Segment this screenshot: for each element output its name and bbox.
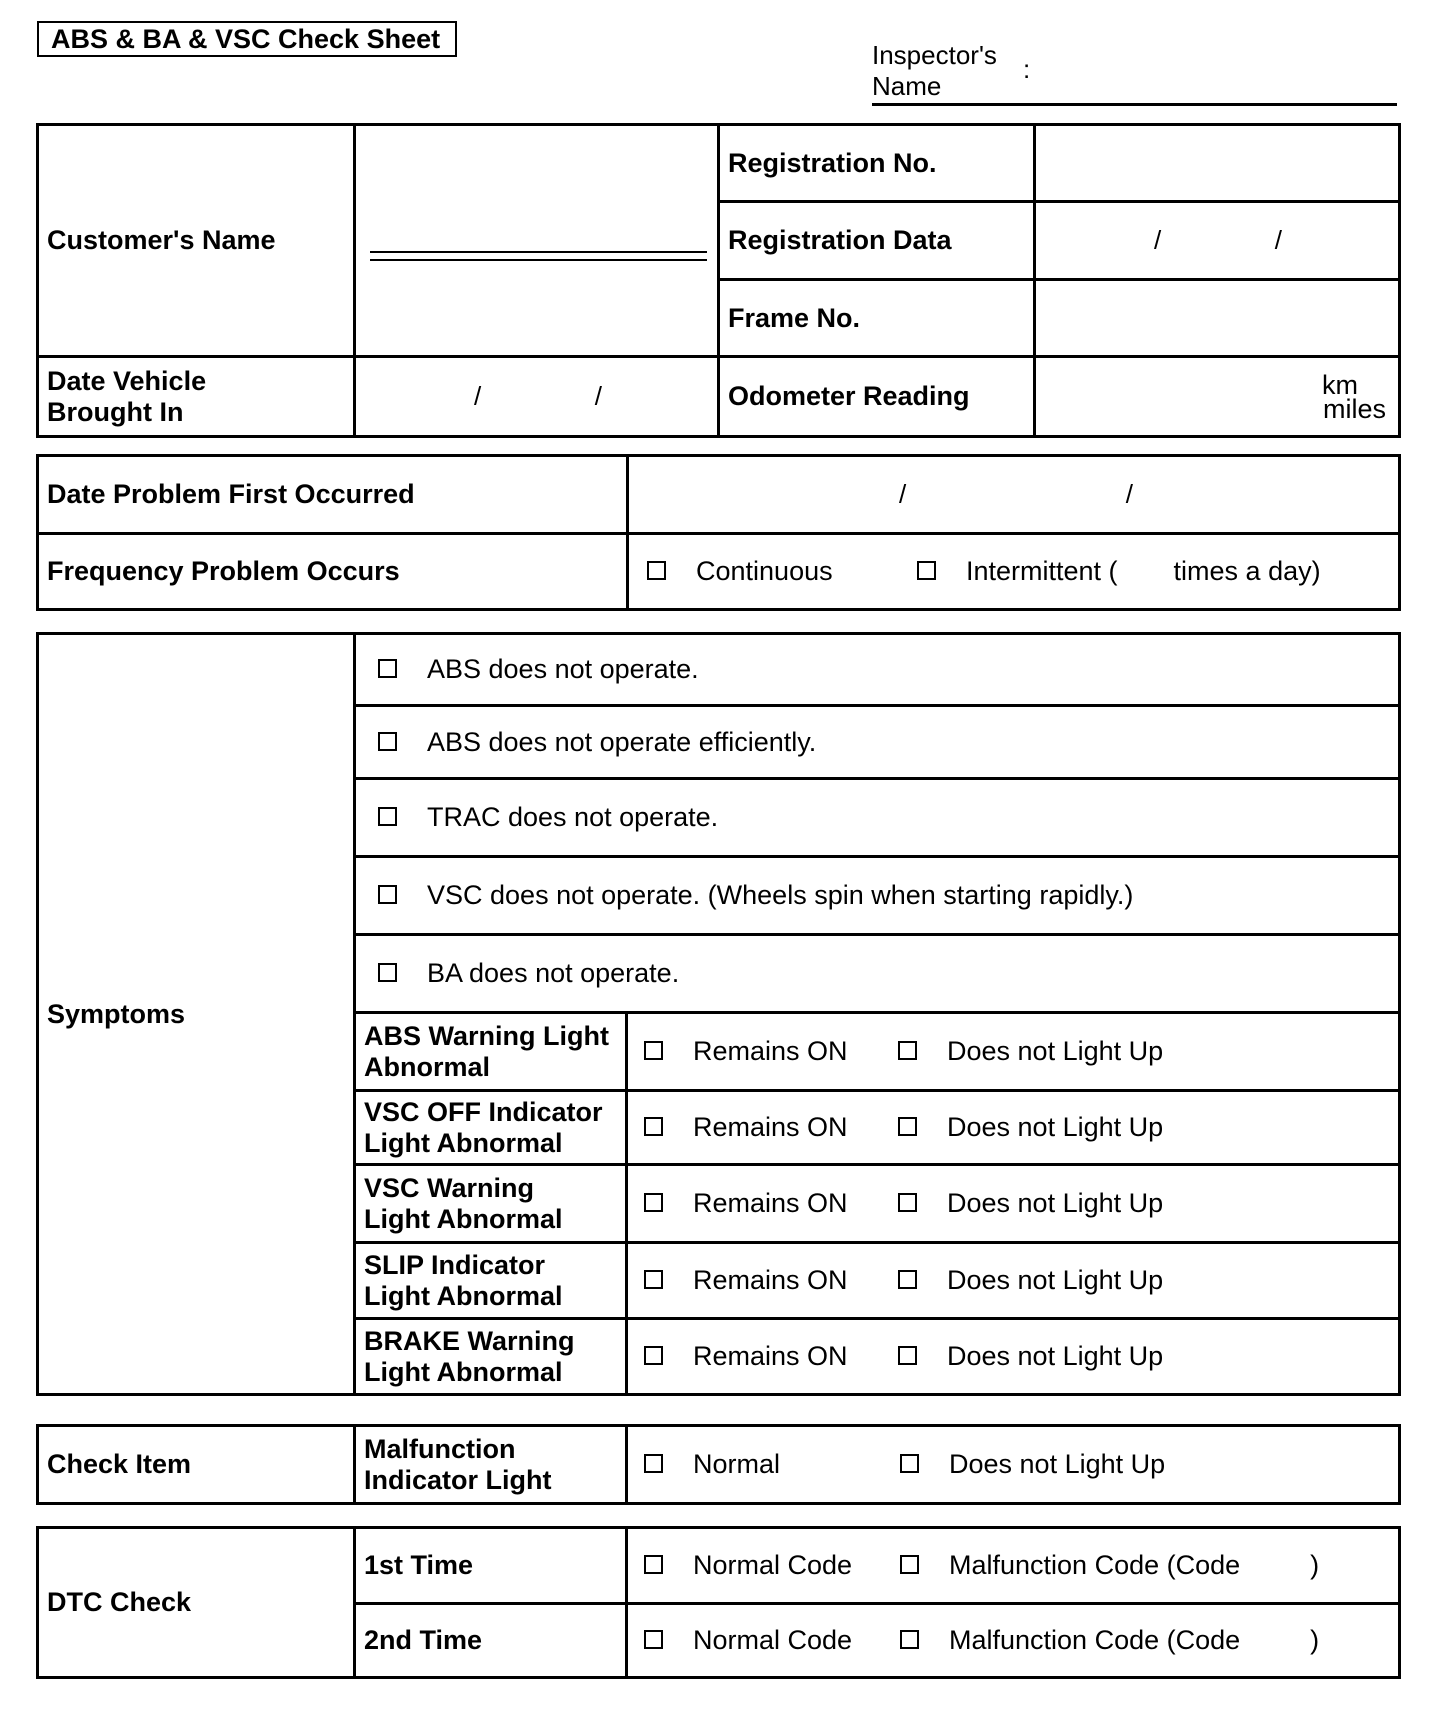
- light-label-line2: Light Abnormal: [364, 1356, 563, 1387]
- checkbox-icon[interactable]: [898, 1346, 917, 1365]
- frequency-label: Frequency Problem Occurs: [38, 534, 628, 610]
- checkbox-icon[interactable]: [900, 1630, 919, 1649]
- close-paren: ): [1310, 1550, 1320, 1580]
- intermittent-label: Intermittent (: [966, 556, 1118, 586]
- remains-on-label: Remains ON: [693, 1341, 848, 1371]
- checkbox-icon[interactable]: [917, 561, 936, 580]
- light-label: [355, 1165, 627, 1243]
- date-slash: /: [1274, 225, 1282, 255]
- frequency-options: [628, 534, 1400, 610]
- problem-table: [36, 454, 1401, 611]
- odometer-label: Odometer Reading: [719, 357, 1035, 437]
- checkbox-icon[interactable]: [898, 1041, 917, 1060]
- inspector-name-field[interactable]: [872, 103, 1397, 106]
- light-label-line1: VSC Warning: [364, 1172, 535, 1203]
- checkbox-icon[interactable]: [644, 1270, 663, 1289]
- checkbox-icon[interactable]: [898, 1193, 917, 1212]
- close-paren: ): [1310, 1625, 1320, 1655]
- normal-label: Normal: [693, 1449, 781, 1479]
- remains-on-label: Remains ON: [693, 1112, 848, 1142]
- checkbox-icon[interactable]: [898, 1117, 917, 1136]
- dtc-first-time-label: 1st Time: [355, 1528, 627, 1604]
- date-brought-in-line1: Date Vehicle: [47, 365, 207, 396]
- check-item-table: [36, 1424, 1401, 1505]
- checkbox-icon[interactable]: [644, 1117, 663, 1136]
- mil-label: [355, 1426, 627, 1504]
- mil-label-line2: Indicator Light: [364, 1464, 552, 1495]
- remains-on-option[interactable]: [644, 1188, 898, 1219]
- does-not-light-up-option[interactable]: [898, 1265, 1163, 1296]
- date-brought-in-line2: Brought In: [47, 396, 184, 427]
- light-options: [627, 1319, 1400, 1395]
- dtc-first-options: [627, 1528, 1400, 1604]
- date-brought-in-label: [38, 357, 355, 437]
- checkbox-icon[interactable]: [644, 1041, 663, 1060]
- symptom-text: ABS does not operate efficiently.: [427, 726, 817, 757]
- inspector-label-line2: Name: [872, 71, 942, 101]
- light-label: [355, 1013, 627, 1091]
- light-label-line2: Light Abnormal: [364, 1203, 563, 1234]
- light-options: [627, 1091, 1400, 1165]
- remains-on-label: Remains ON: [693, 1188, 848, 1218]
- symptom-text: TRAC does not operate.: [427, 802, 719, 832]
- remains-on-label: Remains ON: [693, 1036, 848, 1066]
- date-slash: /: [1154, 225, 1162, 255]
- odometer-unit-km: km: [1322, 369, 1358, 400]
- light-label: [355, 1091, 627, 1165]
- remains-on-label: Remains ON: [693, 1265, 848, 1295]
- dtc-check-table: [36, 1526, 1401, 1679]
- check-item-label: Check Item: [38, 1426, 355, 1504]
- malfunction-code-option[interactable]: [900, 1625, 1319, 1656]
- light-options: [627, 1013, 1400, 1091]
- light-label: [355, 1319, 627, 1395]
- remains-on-option[interactable]: [644, 1112, 898, 1143]
- dtc-second-options: [627, 1604, 1400, 1678]
- date-first-occurred-field[interactable]: [628, 456, 1400, 534]
- dtc-check-label: DTC Check: [38, 1528, 355, 1678]
- malfunction-code-label: Malfunction Code (Code: [949, 1625, 1241, 1655]
- light-label-line1: BRAKE Warning: [364, 1325, 575, 1356]
- symptom-row[interactable]: [355, 935, 1400, 1013]
- does-not-light-up-option[interactable]: [898, 1341, 1163, 1372]
- checkbox-icon[interactable]: [900, 1454, 919, 1473]
- symptom-row[interactable]: [355, 857, 1400, 935]
- intermittent-option[interactable]: [917, 556, 1321, 587]
- mil-label-line1: Malfunction: [364, 1433, 516, 1464]
- light-options: [627, 1243, 1400, 1319]
- date-slash: /: [1125, 479, 1133, 509]
- vehicle-info-table: [36, 123, 1401, 438]
- symptom-row[interactable]: [355, 706, 1400, 779]
- checkbox-icon[interactable]: [644, 1193, 663, 1212]
- does-not-light-up-label: Does not Light Up: [947, 1341, 1164, 1371]
- continuous-option[interactable]: [647, 556, 917, 587]
- does-not-light-up-option[interactable]: [898, 1036, 1163, 1067]
- light-label-line2: Light Abnormal: [364, 1127, 563, 1158]
- inspector-label: [872, 40, 997, 102]
- inspector-colon: :: [1023, 54, 1031, 84]
- form-title: ABS & BA & VSC Check Sheet: [37, 21, 457, 57]
- normal-code-label: Normal Code: [693, 1550, 853, 1580]
- symptom-text: BA does not operate.: [427, 958, 680, 988]
- malfunction-code-option[interactable]: [900, 1550, 1319, 1581]
- light-label-line2: Abnormal: [364, 1051, 491, 1082]
- checkbox-icon[interactable]: [647, 561, 666, 580]
- registration-no-field[interactable]: [1035, 125, 1400, 202]
- symptom-text: VSC does not operate. (Wheels spin when starting rapidly.): [427, 880, 1134, 910]
- registration-no-label: Registration No.: [719, 125, 1035, 202]
- checkbox-icon[interactable]: [378, 807, 397, 826]
- date-brought-in-field[interactable]: [355, 357, 719, 437]
- mil-options: [627, 1426, 1400, 1504]
- symptom-row[interactable]: [355, 634, 1400, 706]
- does-not-light-up-label: Does not Light Up: [949, 1449, 1166, 1479]
- does-not-light-up-option[interactable]: [900, 1449, 1165, 1480]
- checkbox-icon[interactable]: [644, 1630, 663, 1649]
- dtc-second-time-label: 2nd Time: [355, 1604, 627, 1678]
- frame-no-label: Frame No.: [719, 280, 1035, 357]
- light-options: [627, 1165, 1400, 1243]
- checkbox-icon[interactable]: [644, 1454, 663, 1473]
- light-label-line1: VSC OFF Indicator: [364, 1096, 603, 1127]
- checkbox-icon[interactable]: [644, 1346, 663, 1365]
- date-first-occurred-label: Date Problem First Occurred: [38, 456, 628, 534]
- customer-name-label: Customer's Name: [38, 125, 355, 357]
- checkbox-icon[interactable]: [378, 659, 397, 678]
- symptom-row[interactable]: [355, 779, 1400, 857]
- inspector-label-line1: Inspector's: [872, 40, 997, 70]
- date-slash: /: [594, 381, 602, 411]
- checkbox-icon[interactable]: [378, 732, 397, 751]
- registration-data-label: Registration Data: [719, 202, 1035, 280]
- light-label-line2: Light Abnormal: [364, 1280, 563, 1311]
- remains-on-option[interactable]: [644, 1265, 898, 1296]
- does-not-light-up-option[interactable]: [898, 1188, 1163, 1219]
- checkbox-icon[interactable]: [378, 885, 397, 904]
- symptom-text: ABS does not operate.: [427, 654, 699, 684]
- light-label: [355, 1243, 627, 1319]
- remains-on-option[interactable]: [644, 1341, 898, 1372]
- checkbox-icon[interactable]: [378, 963, 397, 982]
- odometer-field[interactable]: [1035, 357, 1400, 437]
- checkbox-icon[interactable]: [644, 1555, 663, 1574]
- checkbox-icon[interactable]: [898, 1270, 917, 1289]
- times-a-day-label: times a day): [1173, 556, 1321, 586]
- normal-option[interactable]: [644, 1449, 900, 1480]
- odometer-unit-miles: miles: [1322, 393, 1386, 424]
- continuous-label: Continuous: [696, 556, 833, 586]
- does-not-light-up-option[interactable]: [898, 1112, 1163, 1143]
- registration-data-field[interactable]: [1035, 202, 1400, 280]
- malfunction-code-label: Malfunction Code (Code: [949, 1550, 1241, 1580]
- symptoms-label: Symptoms: [38, 634, 355, 1395]
- light-label-line1: SLIP Indicator: [364, 1249, 546, 1280]
- does-not-light-up-label: Does not Light Up: [947, 1265, 1164, 1295]
- normal-code-label: Normal Code: [693, 1625, 853, 1655]
- does-not-light-up-label: Does not Light Up: [947, 1036, 1164, 1066]
- customer-name-underline: [370, 251, 707, 261]
- date-slash: /: [899, 479, 907, 509]
- does-not-light-up-label: Does not Light Up: [947, 1112, 1164, 1142]
- light-label-line1: ABS Warning Light: [364, 1020, 609, 1051]
- normal-code-option[interactable]: [644, 1625, 900, 1656]
- remains-on-option[interactable]: [644, 1036, 898, 1067]
- frame-no-field[interactable]: [1035, 280, 1400, 357]
- checkbox-icon[interactable]: [900, 1555, 919, 1574]
- symptoms-table: [36, 632, 1401, 1396]
- date-slash: /: [474, 381, 482, 411]
- normal-code-option[interactable]: [644, 1550, 900, 1581]
- customer-name-field[interactable]: [355, 125, 719, 357]
- does-not-light-up-label: Does not Light Up: [947, 1188, 1164, 1218]
